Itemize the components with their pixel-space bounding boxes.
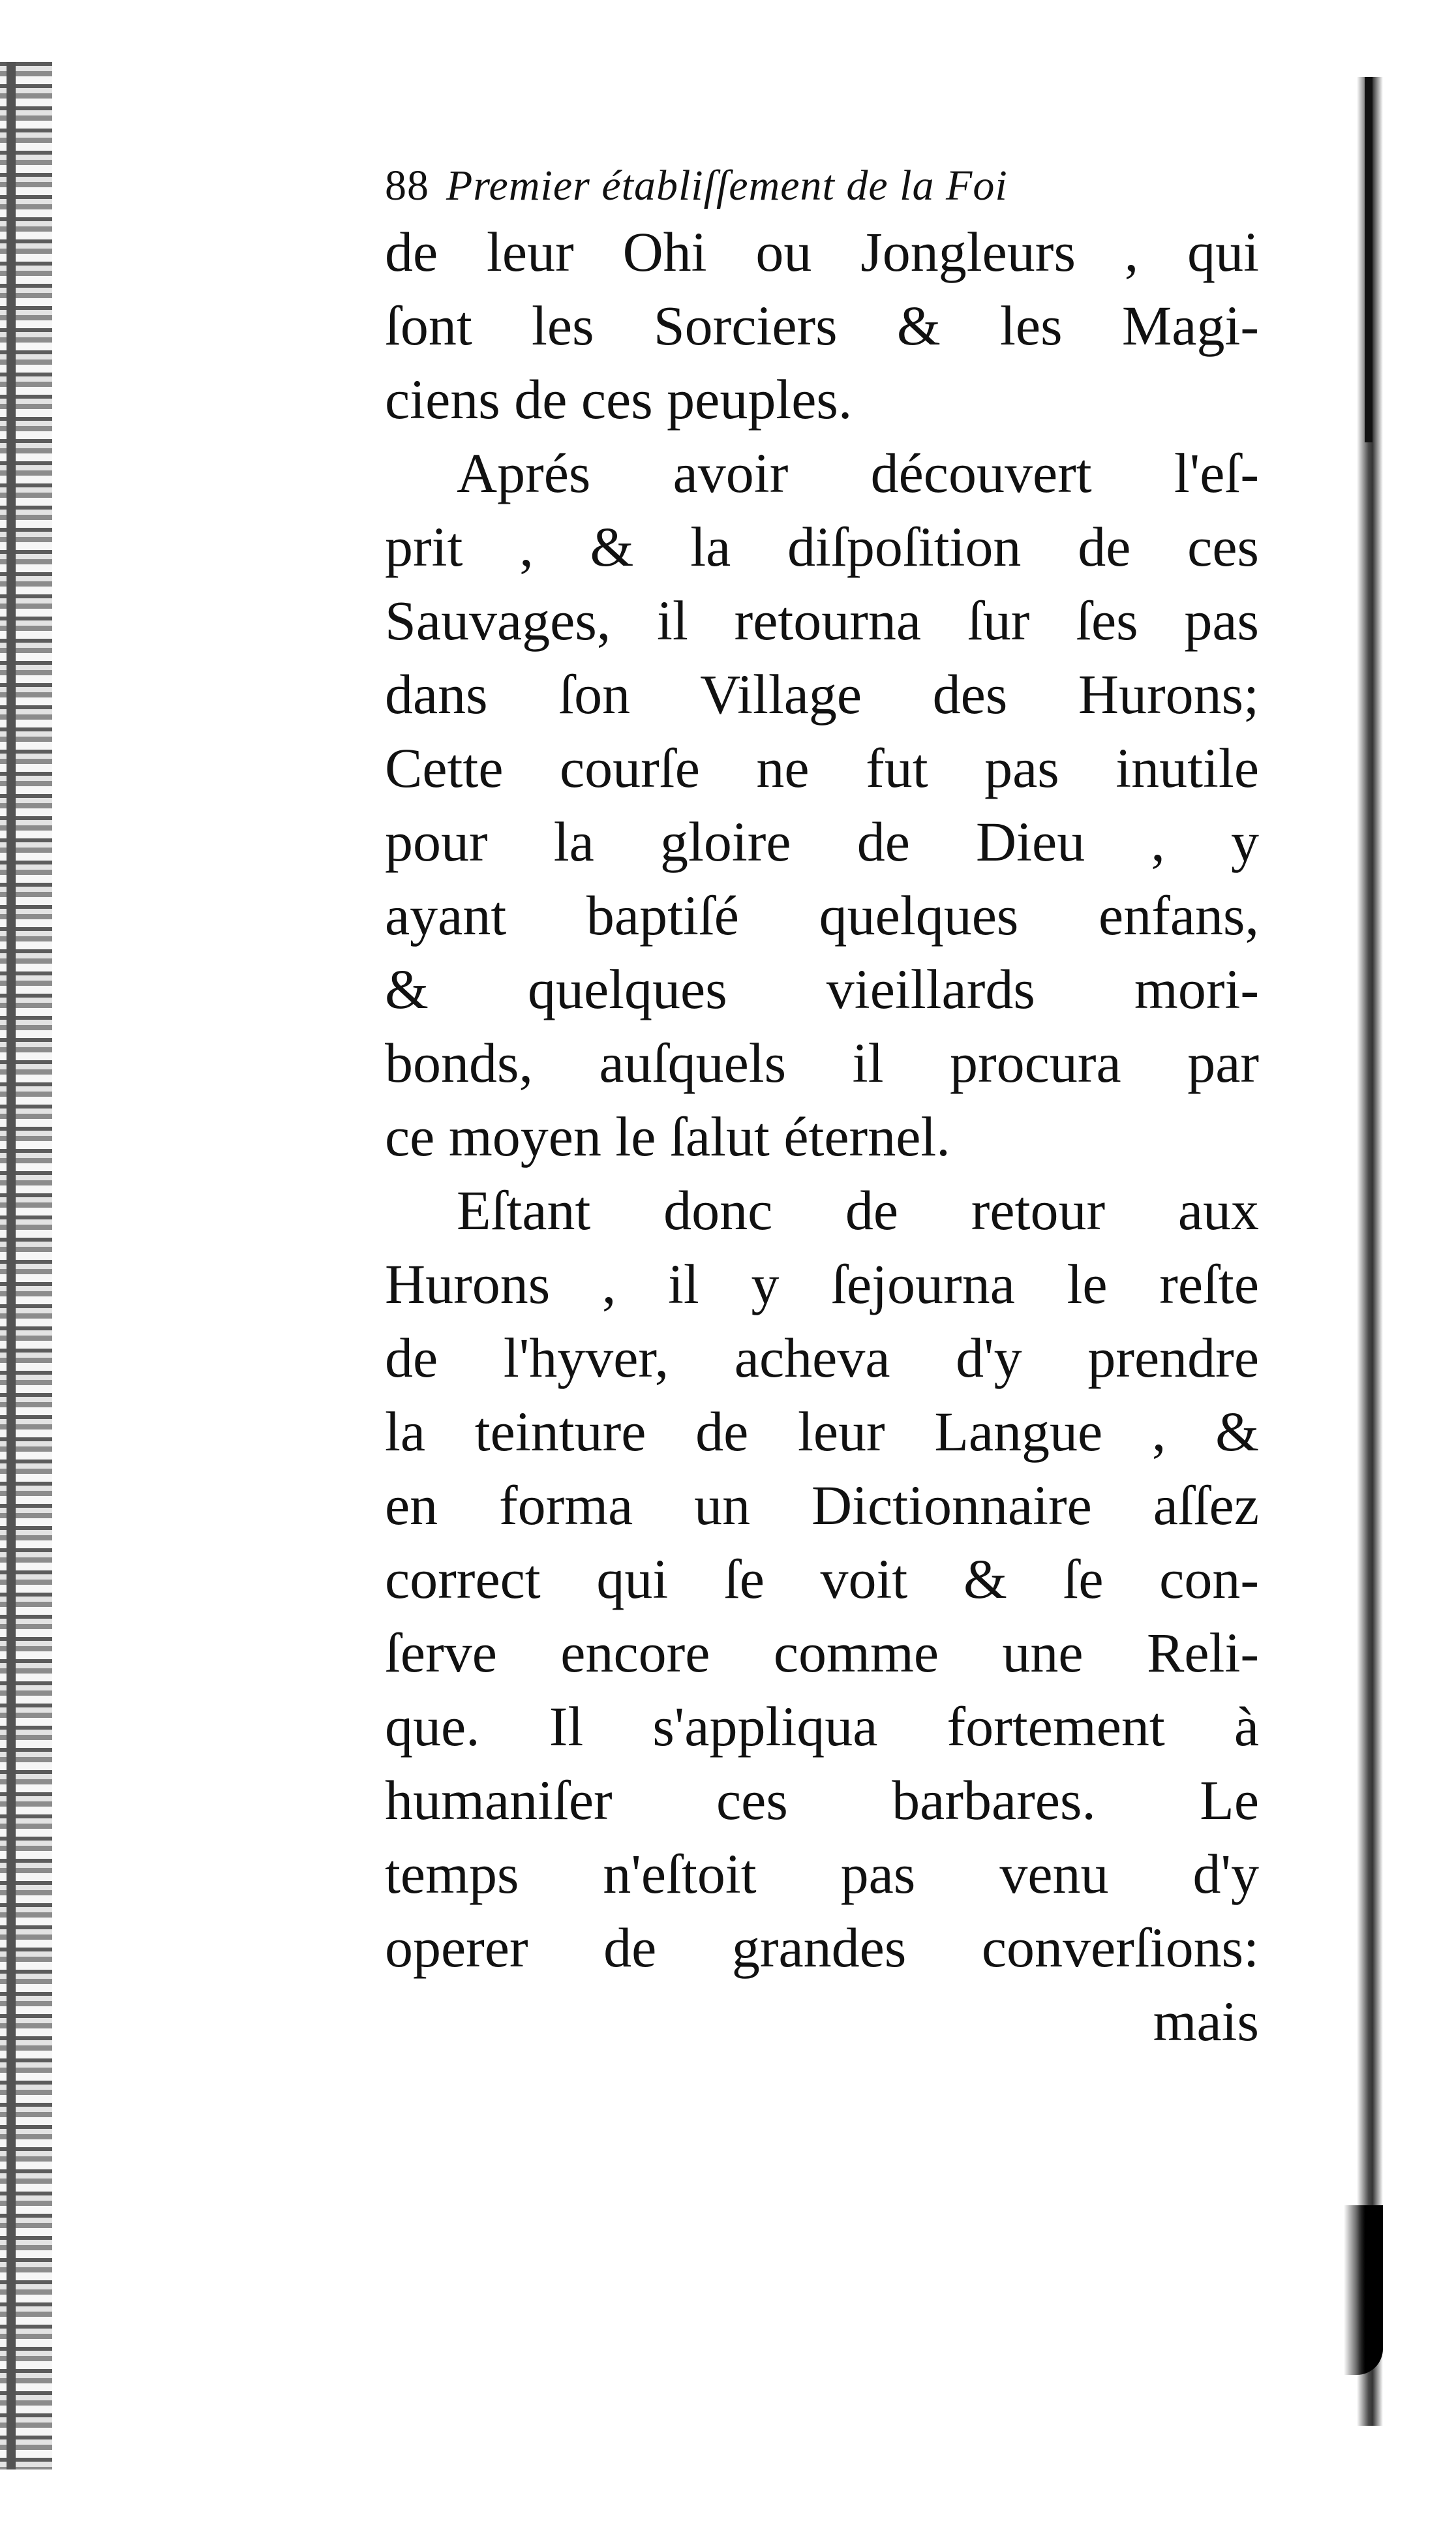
paragraph-start-line: Aprés avoir découvert l'eſ-	[457, 442, 1259, 504]
text-line: Hurons , il y ſejourna le reſte	[385, 1253, 1259, 1315]
running-title: Premier établiſſement de la Foi	[446, 162, 1008, 209]
text-line: ce moyen le ſalut éternel.	[385, 1105, 950, 1168]
page-number: 88	[385, 162, 429, 209]
text-line: operer de grandes converſions:	[385, 1916, 1259, 1979]
right-page-edge-bottom	[1344, 2205, 1383, 2375]
book-page	[385, 157, 1259, 2058]
text-line: prit , & la diſpoſition de ces	[385, 515, 1259, 578]
text-line: que. Il s'appliqua fortement à	[385, 1695, 1259, 1758]
running-head	[385, 157, 1259, 215]
text-line: de l'hyver, acheva d'y prendre	[385, 1326, 1259, 1389]
catchword: mais	[1153, 1990, 1259, 2053]
text-line: temps n'eſtoit pas venu d'y	[385, 1842, 1259, 1905]
left-binding-shadow	[0, 62, 52, 2469]
text-line: pour la gloire de Dieu , y	[385, 810, 1259, 873]
paragraph-start-line: Eſtant donc de retour aux	[457, 1179, 1259, 1242]
text-line: Cette courſe ne fut pas inutile	[385, 737, 1259, 799]
text-line: correct qui ſe voit & ſe con-	[385, 1548, 1259, 1610]
text-line: de leur Ohi ou Jongleurs , qui	[385, 221, 1259, 283]
text-line: ayant baptiſé quelques enfans,	[385, 884, 1259, 947]
body-text	[385, 215, 1259, 1985]
text-line: bonds, auſquels il procura par	[385, 1032, 1259, 1094]
text-line: ſont les Sorciers & les Magi-	[385, 294, 1259, 357]
text-line: humaniſer ces barbares. Le	[385, 1769, 1259, 1831]
text-line: la teinture de leur Langue , &	[385, 1400, 1259, 1463]
text-line: Sauvages, il retourna ſur ſes pas	[385, 589, 1259, 652]
right-page-edge-top	[1365, 77, 1373, 442]
text-line: ſerve encore comme une Reli-	[385, 1621, 1259, 1684]
text-line: ciens de ces peuples.	[385, 368, 853, 431]
text-line: & quelques vieillards mori-	[385, 958, 1259, 1020]
text-line: dans ſon Village des Hurons;	[385, 663, 1259, 726]
text-line: en forma un Dictionnaire aſſez	[385, 1474, 1259, 1537]
